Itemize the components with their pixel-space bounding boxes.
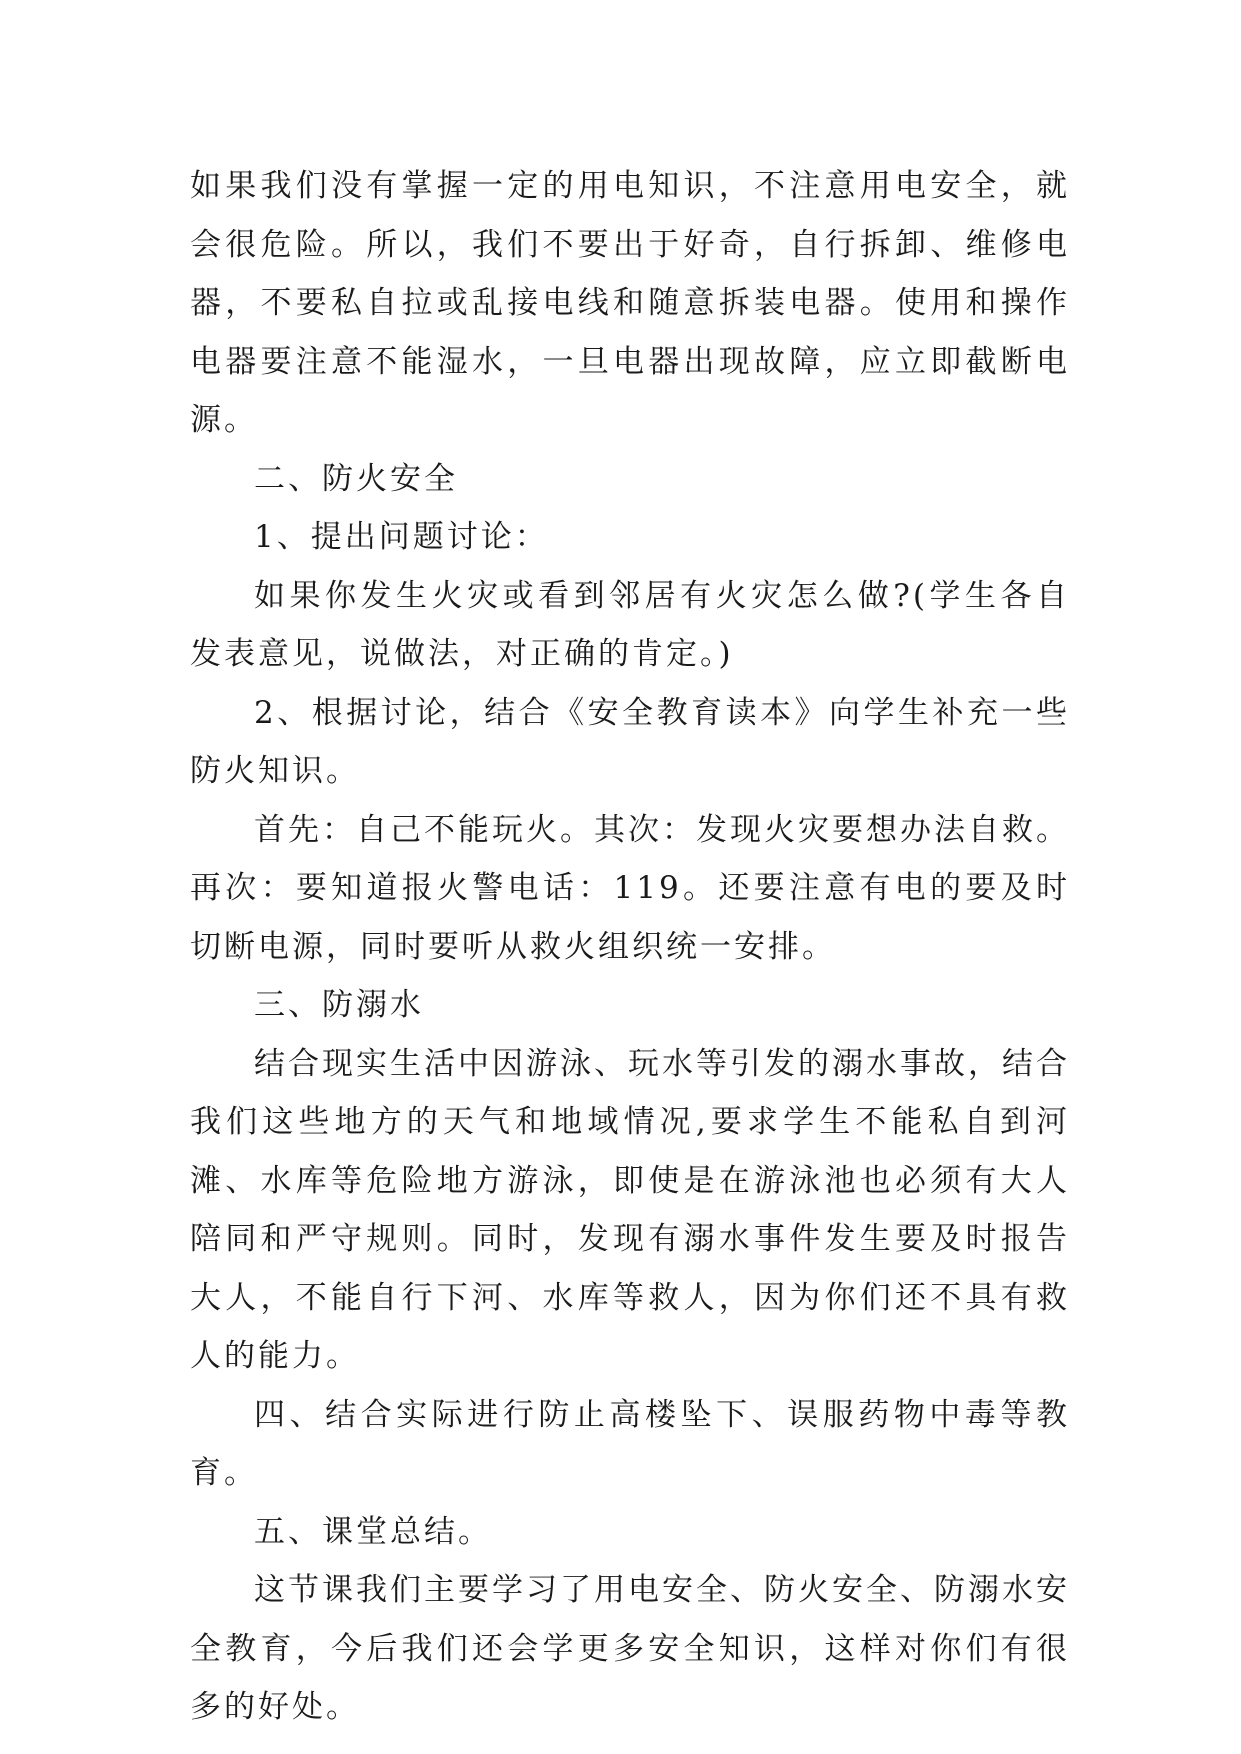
- heading-class-summary: 五、课堂总结。: [254, 1513, 492, 1550]
- heading-fire-safety: 二、防火安全: [254, 460, 458, 497]
- paragraph-drowning-prevention: 结合现实生活中因游泳、玩水等引发的溺水事故，结合我们这些地方的天气和地域情况,要求学生不能私自到河滩、水库等危险地方游泳，即使是在游泳池也必须有大人陪同和严守规则。同时，发现有溺水事件发生要及时报告大人，不能自行下河、水库等救人，因为你们还不具有救人的能力。: [190, 1045, 1070, 1374]
- heading-other-education: 四、结合实际进行防止高楼坠下、误服药物中毒等教育。: [190, 1396, 1070, 1491]
- document-body: [190, 157, 1070, 1737]
- heading-drowning-prevention: 三、防溺水: [254, 987, 424, 1023]
- step-discussion-question: 1、提出问题讨论：: [254, 519, 549, 555]
- paragraph-electric-safety-continued: 如果我们没有掌握一定的用电知识，不注意用电安全，就会很危险。所以，我们不要出于好奇，自行拆卸、维修电器，不要私自拉或乱接电线和随意拆装电器。使用和操作电器要注意不能湿水，一旦电器出现故障，应立即截断电源。: [190, 168, 1070, 438]
- step-supplement-knowledge: 2、根据讨论，结合《安全教育读本》向学生补充一些防火知识。: [190, 694, 1070, 789]
- paragraph-class-summary: 这节课我们主要学习了用电安全、防火安全、防溺水安全教育，今后我们还会学更多安全知识，这样对你们有很多的好处。: [190, 1572, 1070, 1725]
- paragraph-fire-question: 如果你发生火灾或看到邻居有火灾怎么做?(学生各自发表意见，说做法，对正确的肯定。): [190, 577, 1070, 672]
- paragraph-fire-knowledge: 首先：自己不能玩火。其次：发现火灾要想办法自救。再次：要知道报火警电话：119。还要注意有电的要及时切断电源，同时要听从救火组织统一安排。: [190, 811, 1070, 965]
